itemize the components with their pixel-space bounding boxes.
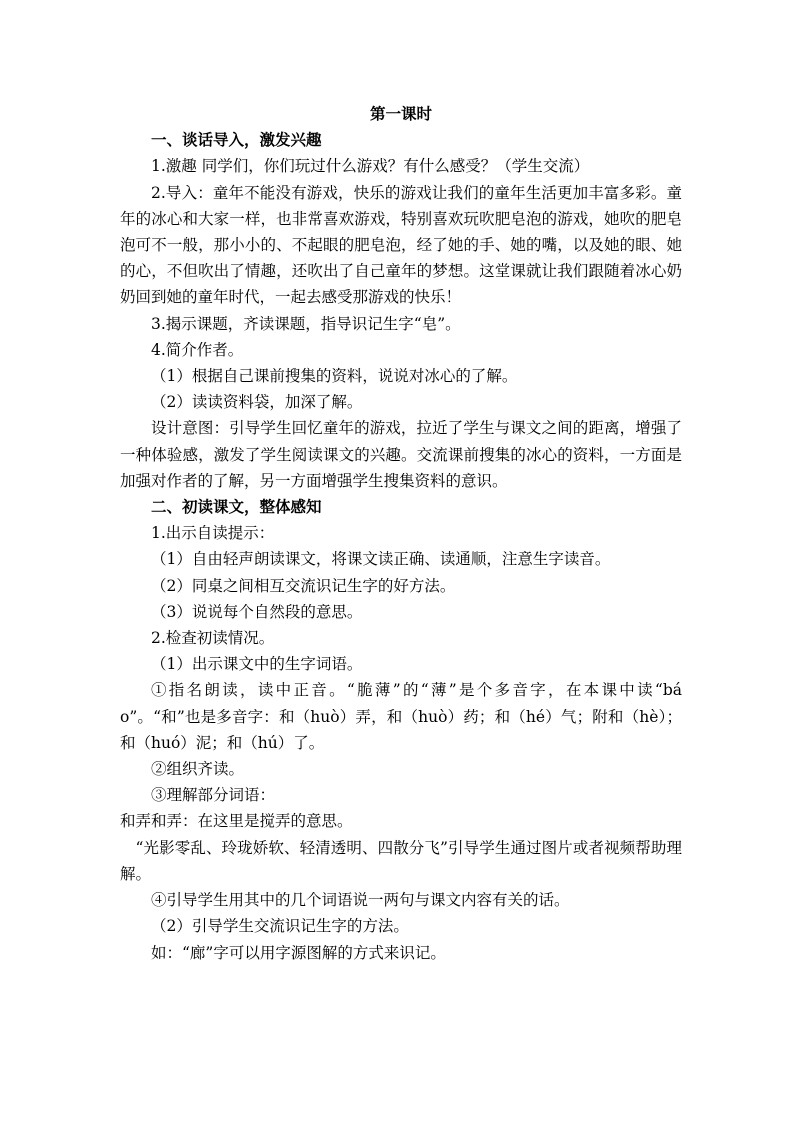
paragraph-2-2-1-c: ③理解部分词语： (151, 786, 276, 805)
section-heading-2: 二、初读课文，整体感知 (151, 497, 322, 517)
paragraph-1-3: 3.揭示课题，齐读课题，指导识记生字“皂”。 (151, 314, 461, 333)
paragraph-1-4: 4.简介作者。 (151, 340, 244, 359)
paragraph-2-2: 2.检查初读情况。 (151, 629, 275, 648)
document-page (120, 101, 682, 966)
paragraph-2-2-1-a: ①指名朗读，读中正音。“脆薄”的“薄”是个多音字，在本课中读“báo”。“和”也是多音字：和（huò）弄，和（huò）药；和（hé）气；附和（hè）；和（huó）泥；和（hú）了。 (120, 681, 682, 752)
paragraph-2-2-2: （2）引导学生交流识记生字的方法。 (151, 917, 409, 936)
paragraph-2-2-1-b: ②组织齐读。 (151, 760, 245, 779)
paragraph-1-2: 2.导入：童年不能没有游戏，快乐的游戏让我们的童年生活更加丰富多彩。童年的冰心和大家一样，也非常喜欢游戏，特别喜欢玩吹肥皂泡的游戏，她吹的肥皂泡可不一般，那小小的、不起眼的肥皂泡，经了她的手、她的嘴，以及她的眼、她的心，不但吹出了情趣，还吹出了自己童年的梦想。这堂课就让我们跟随着冰心奶奶回到她的童年时代，一起去感受那游戏的快乐！ (120, 183, 682, 307)
paragraph-word-list: “光影零乱、玲珑娇软、轻清透明、四散分飞”引导学生通过图片或者视频帮助理解。 (120, 838, 682, 883)
paragraph-1-1: 1.激趣 同学们，你们玩过什么游戏？有什么感受？（学生交流） (151, 157, 590, 176)
paragraph-word-explanation: 和弄和弄：在这里是搅弄的意思。 (120, 812, 353, 831)
lesson-title: 第一课时 (369, 104, 432, 123)
design-intent-paragraph: 设计意图：引导学生回忆童年的游戏，拉近了学生与课文之间的距离，增强了一种体验感，激发了学生阅读课文的兴趣。交流课前搜集的冰心的资料，一方面是加强对作者的了解，另一方面增强学生搜集资料的意识。 (120, 419, 682, 490)
paragraph-2-1-2: （2）同桌之间相互交流识记生字的好方法。 (151, 576, 456, 595)
paragraph-2-2-1-d: ④引导学生用其中的几个词语说一两句与课文内容有关的话。 (151, 891, 570, 910)
paragraph-2-1-1: （1）自由轻声朗读课文，将课文读正确、读通顺，注意生字读音。 (151, 550, 611, 569)
paragraph-2-1-3: （3）说说每个自然段的意思。 (151, 602, 363, 621)
paragraph-2-2-2-example: 如：“廊”字可以用字源图解的方式来识记。 (151, 943, 446, 962)
section-heading-1: 一、谈话导入，激发兴趣 (151, 130, 322, 150)
paragraph-1-4-1: （1）根据自己课前搜集的资料，说说对冰心的了解。 (151, 367, 518, 386)
paragraph-1-4-2: （2）读读资料袋，加深了解。 (151, 393, 363, 412)
paragraph-2-2-1: （1）出示课文中的生字词语。 (151, 655, 363, 674)
paragraph-2-1: 1.出示自读提示： (151, 524, 275, 543)
